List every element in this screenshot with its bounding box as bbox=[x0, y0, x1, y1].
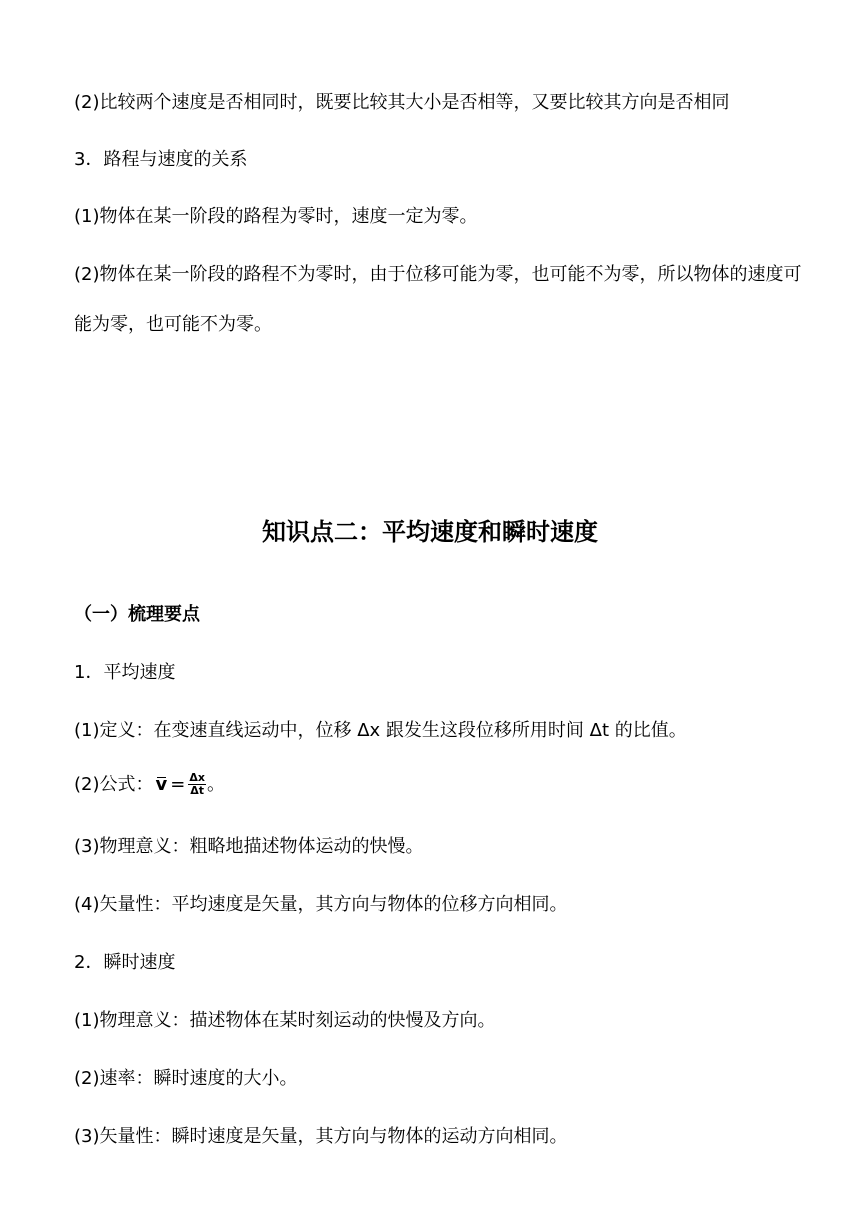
formula-equals: = bbox=[170, 773, 186, 795]
heading-instantaneous-velocity: 2．瞬时速度 bbox=[74, 952, 176, 973]
heading-average-velocity: 1．平均速度 bbox=[74, 662, 176, 683]
average-velocity-definition: (1)定义：在变速直线运动中，位移 Δx 跟发生这段位移所用时间 Δt 的比值。 bbox=[74, 720, 687, 741]
average-velocity-formula bbox=[74, 772, 225, 797]
instantaneous-velocity-meaning: (1)物理意义：描述物体在某时刻运动的快慢及方向。 bbox=[74, 1010, 496, 1031]
instantaneous-velocity-vector: (3)矢量性：瞬时速度是矢量，其方向与物体的运动方向相同。 bbox=[74, 1126, 568, 1147]
paragraph-compare-velocity: (2)比较两个速度是否相同时，既要比较其大小是否相等，又要比较其方向是否相同 bbox=[74, 92, 730, 113]
heading-path-velocity-relation: 3．路程与速度的关系 bbox=[74, 149, 248, 170]
section-title: 知识点二：平均速度和瞬时速度 bbox=[262, 518, 598, 546]
paragraph-path-nonzero: (2)物体在某一阶段的路程不为零时，由于位移可能为零，也可能不为零，所以物体的速度可能为零，也可能不为零。 bbox=[74, 264, 802, 335]
average-velocity-vector: (4)矢量性：平均速度是矢量，其方向与物体的位移方向相同。 bbox=[74, 894, 568, 915]
subheading-key-points: （一）梳理要点 bbox=[74, 604, 200, 625]
formula-numerator: Δx bbox=[189, 771, 205, 784]
formula-v-bar-symbol: v bbox=[155, 773, 168, 795]
instantaneous-velocity-rate: (2)速率：瞬时速度的大小。 bbox=[74, 1068, 298, 1089]
average-velocity-meaning: (3)物理意义：粗略地描述物体运动的快慢。 bbox=[74, 836, 424, 857]
formula-prefix: (2)公式： bbox=[74, 773, 154, 795]
paragraph-path-zero: (1)物体在某一阶段的路程为零时，速度一定为零。 bbox=[74, 206, 478, 227]
formula-denominator: Δt bbox=[190, 784, 205, 798]
formula-fraction bbox=[188, 772, 206, 797]
formula-suffix: 。 bbox=[206, 773, 225, 795]
